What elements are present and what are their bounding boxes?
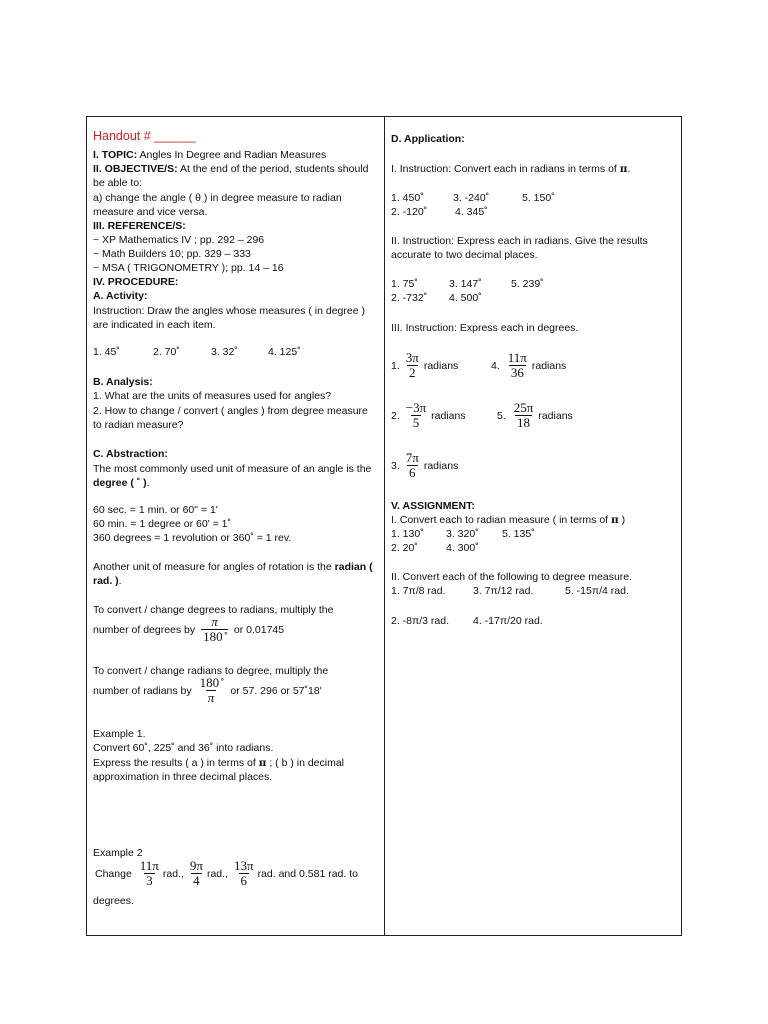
objective-block: [93, 162, 375, 190]
example2-degrees: degrees.: [93, 895, 134, 907]
example1-text: Express the results ( a ) in terms of: [93, 757, 259, 769]
abstraction-label: C. Abstraction:: [93, 448, 168, 460]
rad-to-deg-text: number of radians by: [93, 684, 192, 697]
example2-line: [95, 859, 358, 888]
fraction-denominator: 6: [240, 873, 248, 888]
deg-to-rad-line1: To convert / change degrees to radians, multiply the: [93, 604, 334, 616]
exercise-item: 3. 147˚: [449, 278, 482, 290]
reference-item: ~ XP Mathematics IV ; pp. 292 – 296: [93, 234, 265, 246]
example1-text: ; ( b ) in decimal approximation in three decimal places.: [93, 757, 345, 783]
reference-label: III. REFERENCE/S:: [93, 220, 186, 232]
application-label: D. Application:: [391, 133, 465, 145]
item-number: 5.: [497, 409, 506, 422]
left-column: [93, 117, 377, 935]
objective-a: a) change the angle ( θ ) in degree measure to radian measure and vice versa.: [93, 192, 342, 218]
radians-label: radians: [423, 459, 459, 472]
topic-label: I. TOPIC:: [93, 149, 138, 161]
exercise-item: 1. 7π/8 rad.: [391, 585, 446, 597]
activity-item: 1. 45˚: [93, 346, 120, 358]
reference-item: ~ MSA ( TRIGONOMETRY ); pp. 14 – 16: [93, 262, 284, 274]
exercise-item: 2. -8π/3 rad.: [391, 615, 450, 627]
fraction-numerator: 25π: [513, 400, 534, 415]
fraction-denominator: 5: [412, 415, 420, 430]
fraction-numerator: 11π: [139, 858, 159, 873]
analysis-question: 2. How to change / convert ( angles ) from degree measure to radian measure?: [93, 405, 368, 431]
radian-term: radian ( rad. ): [93, 561, 373, 587]
fraction-denominator: 6: [409, 465, 416, 480]
fraction-180-over-pi: [198, 676, 225, 705]
fraction: [506, 351, 529, 380]
item-number: 3.: [391, 459, 400, 472]
rad-label: rad.,: [206, 867, 228, 880]
exercise-item: 1. 130˚: [391, 528, 424, 540]
handout-title: Handout # ______: [93, 129, 196, 143]
deg-to-rad-value: or 0.01745: [233, 623, 285, 636]
degree-item: [497, 401, 573, 430]
activity-item: 4. 125˚: [268, 346, 301, 358]
example1-line: Convert 60˚, 225˚ and 36˚ into radians.: [93, 742, 274, 754]
pi-symbol: π: [611, 514, 619, 526]
fraction-numerator: 11π: [507, 350, 527, 365]
fraction-denominator: 36: [510, 365, 524, 380]
fraction: [138, 859, 161, 888]
fraction-denominator: 18: [517, 415, 531, 430]
fraction-denominator: 3: [146, 873, 153, 888]
fraction-denominator: 2: [409, 365, 416, 380]
exercise-item: 2. -732˚: [391, 292, 428, 304]
pi-symbol: π: [619, 163, 628, 175]
activity-label: A. Activity:: [93, 290, 148, 302]
radian-text: [93, 560, 377, 588]
fraction-numerator: 180 ̊: [199, 675, 223, 690]
rad-label: rad.,: [162, 867, 184, 880]
fraction-numerator: 9π: [189, 858, 203, 873]
assignment-text: I. Convert each to radian measure ( in terms of: [391, 514, 612, 526]
exercise-item: 2. -120˚: [391, 206, 428, 218]
exercise-item: 5. 239˚: [511, 278, 544, 290]
exercise-item: 4. -17π/20 rad.: [473, 615, 543, 627]
instruction-1: [391, 163, 630, 175]
exercise-item: 5. -15π/4 rad.: [565, 585, 629, 597]
period: .: [146, 477, 150, 489]
fraction-numerator: −3π: [405, 400, 427, 415]
topic-line: [93, 149, 326, 161]
conversion-line: 360 degrees = 1 revolution or 360˚ = 1 rev.: [93, 532, 292, 544]
fraction: [188, 859, 205, 888]
item-number: 1.: [391, 359, 400, 372]
exercise-item: 1. 450˚: [391, 192, 424, 204]
fraction-numerator: 3π: [405, 350, 419, 365]
topic-text: Angles In Degree and Radian Measures: [137, 149, 327, 161]
degree-term: degree ( ˚ ): [93, 477, 147, 489]
reference-item: ~ Math Builders 10; pp. 329 – 333: [93, 248, 251, 260]
assignment-text: ): [618, 514, 626, 526]
fraction-numerator: 7π: [405, 450, 419, 465]
period: .: [118, 575, 122, 587]
degree-item: [391, 351, 458, 380]
fraction: [404, 401, 428, 430]
handout-page: [86, 116, 682, 936]
assignment-label: V. ASSIGNMENT:: [391, 500, 475, 512]
assignment-instruction-2: II. Convert each of the following to degree measure.: [391, 571, 633, 583]
instruction-text: I. Instruction: Convert each in radians in terms of: [391, 163, 620, 175]
radians-label: radians: [538, 409, 573, 422]
rad-to-deg-line2: [93, 676, 322, 705]
fraction: [404, 351, 421, 380]
fraction-denominator: 4: [193, 873, 200, 888]
fraction: [512, 401, 536, 430]
rad-to-deg-line1: To convert / change radians to degree, multiply the: [93, 665, 329, 677]
example2-text: Change: [95, 867, 132, 880]
assignment-instruction-1: [391, 514, 625, 526]
exercise-item: 3. -240˚: [453, 192, 490, 204]
item-number: 4.: [491, 359, 500, 372]
rad-to-deg-value: or 57. 296 or 57˚18': [230, 684, 322, 697]
instruction-2: II. Instruction: Express each in radians. Give the results accurate to two decimal places.: [391, 235, 648, 261]
period: .: [627, 163, 631, 175]
exercise-item: 3. 7π/12 rad.: [473, 585, 534, 597]
right-column: [391, 117, 677, 935]
degree-item: [491, 351, 566, 380]
deg-to-rad-text: number of degrees by: [93, 623, 196, 636]
degree-item: [391, 451, 458, 480]
activity-item: 3. 32˚: [211, 346, 238, 358]
exercise-item: 4. 345˚: [455, 206, 488, 218]
abstraction-text: [93, 462, 375, 490]
exercise-item: 3. 320˚: [446, 528, 479, 540]
exercise-item: 4. 300˚: [446, 542, 479, 554]
procedure-label: IV. PROCEDURE:: [93, 276, 179, 288]
example2-label: Example 2: [93, 847, 143, 859]
objective-label: II. OBJECTIVE/S:: [93, 163, 178, 175]
fraction-numerator: 13π: [233, 858, 254, 873]
radians-label: radians: [531, 359, 567, 372]
radians-label: radians: [431, 409, 466, 422]
activity-instruction: Instruction: Draw the angles whose measures ( in degree ) are indicated in each item.: [93, 305, 365, 331]
fraction: [232, 859, 256, 888]
deg-to-rad-line2: [93, 615, 284, 644]
example1-label: Example 1.: [93, 728, 146, 740]
exercise-item: 2. 20˚: [391, 542, 418, 554]
radian-sentence: Another unit of measure for angles of rotation is the: [93, 561, 335, 573]
example2-text: rad. and 0.581 rad. to: [257, 867, 358, 880]
instruction-3: III. Instruction: Express each in degrees.: [391, 322, 579, 334]
example1-line: [93, 756, 358, 784]
exercise-item: 5. 150˚: [522, 192, 555, 204]
objective-text: At the end of the period, students should be able to:: [93, 163, 369, 189]
column-divider: [384, 117, 385, 935]
fraction: [404, 451, 421, 480]
item-number: 2.: [391, 409, 400, 422]
radians-label: radians: [423, 359, 459, 372]
analysis-question: 1. What are the units of measures used for angles?: [93, 390, 332, 402]
conversion-line: 60 min. = 1 degree or 60' = 1˚: [93, 518, 232, 530]
degree-item: [391, 401, 466, 430]
fraction-numerator: π: [211, 614, 218, 629]
exercise-item: 5. 135˚: [502, 528, 535, 540]
fraction-pi-over-180: [201, 615, 228, 644]
fraction-denominator: 180 ̊: [203, 629, 226, 644]
exercise-item: 4. 500˚: [449, 292, 482, 304]
conversion-line: 60 sec. = 1 min. or 60" = 1': [93, 504, 218, 516]
pi-symbol: π: [258, 757, 267, 769]
activity-item: 2. 70˚: [153, 346, 180, 358]
exercise-item: 1. 75˚: [391, 278, 418, 290]
fraction-denominator: π: [207, 690, 215, 705]
abstraction-sentence: The most commonly used unit of measure of an angle is the: [93, 463, 372, 475]
analysis-label: B. Analysis:: [93, 376, 153, 388]
